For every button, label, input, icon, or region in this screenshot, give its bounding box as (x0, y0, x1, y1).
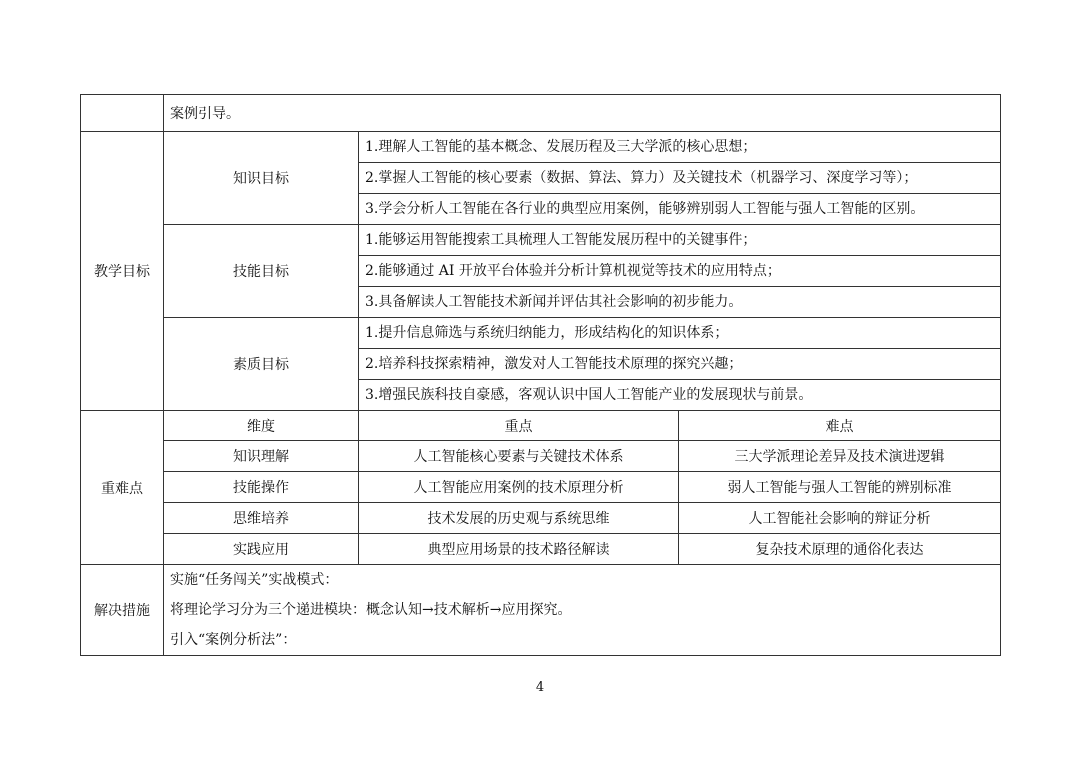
objective-item: 2.掌握人工智能的核心要素（数据、算法、算力）及关键技术（机器学习、深度学习等）； (359, 162, 1000, 193)
objective-item: 1.提升信息筛选与系统归纳能力，形成结构化的知识体系； (365, 325, 729, 341)
difficulty-hard-point: 人工智能社会影响的辩证分析 (679, 503, 1001, 534)
objective-items-knowledge (359, 132, 1001, 225)
difficulty-dimension: 知识理解 (164, 441, 359, 472)
objective-label-quality: 素质目标 (164, 318, 359, 411)
difficulties-header: 重点 (359, 411, 679, 441)
objective-item: 3.增强民族科技自豪感，客观认识中国人工智能产业的发展现状与前景。 (359, 379, 1000, 410)
difficulty-dimension: 思维培养 (164, 503, 359, 534)
difficulty-hard-point: 复杂技术原理的通俗化表达 (679, 534, 1001, 565)
difficulties-row (81, 472, 1001, 503)
objective-item: 3.具备解读人工智能技术新闻并评估其社会影响的初步能力。 (359, 286, 1000, 317)
difficulty-dimension: 实践应用 (164, 534, 359, 565)
difficulties-label: 重难点 (81, 411, 164, 565)
objective-label-knowledge: 知识目标 (164, 132, 359, 225)
difficulties-row (81, 503, 1001, 534)
difficulties-header-row (81, 411, 1001, 441)
difficulty-key-point: 技术发展的历史观与系统思维 (359, 503, 679, 534)
objective-item: 1.理解人工智能的基本概念、发展历程及三大学派的核心思想； (365, 139, 757, 155)
objective-items-skills (359, 225, 1001, 318)
objective-item: 2.能够通过 AI 开放平台体验并分析计算机视觉等技术的应用特点； (359, 255, 1000, 286)
difficulty-hard-point: 三大学派理论差异及技术演进逻辑 (679, 441, 1001, 472)
difficulty-key-point: 典型应用场景的技术路径解读 (359, 534, 679, 565)
intro-row (81, 95, 1001, 132)
difficulties-row (81, 441, 1001, 472)
objective-row-quality (81, 318, 1001, 411)
objective-item: 1.能够运用智能搜索工具梳理人工智能发展历程中的关键事件； (365, 232, 757, 248)
difficulties-header: 维度 (164, 411, 359, 441)
solutions-text (164, 565, 1001, 656)
lesson-plan-table (80, 94, 1001, 656)
difficulty-hard-point: 弱人工智能与强人工智能的辨别标准 (679, 472, 1001, 503)
objective-row-knowledge (81, 132, 1001, 225)
objective-row-skills (81, 225, 1001, 318)
objective-item: 3.学会分析人工智能在各行业的典型应用案例，能够辨别弱人工智能与强人工智能的区别。 (359, 193, 1000, 224)
difficulties-header: 难点 (679, 411, 1001, 441)
intro-text: 案例引导。 (164, 95, 1001, 132)
objectives-label: 教学目标 (81, 132, 164, 411)
solutions-row (81, 565, 1001, 656)
objective-label-skills: 技能目标 (164, 225, 359, 318)
difficulty-key-point: 人工智能核心要素与关键技术体系 (359, 441, 679, 472)
solutions-line: 将理论学习分为三个递进模块：概念认知→技术解析→应用探究。 (170, 602, 572, 618)
page-number: 4 (535, 680, 545, 695)
solutions-label: 解决措施 (81, 565, 164, 656)
objective-item: 2.培养科技探索精神，激发对人工智能技术原理的探究兴趣； (359, 348, 1000, 379)
objective-items-quality (359, 318, 1001, 411)
difficulty-dimension: 技能操作 (164, 472, 359, 503)
intro-label-cell (81, 95, 164, 132)
solutions-line: 实施“任务闯关”实战模式： (170, 572, 339, 588)
solutions-line: 引入“案例分析法”： (170, 632, 297, 648)
difficulty-key-point: 人工智能应用案例的技术原理分析 (359, 472, 679, 503)
difficulties-row (81, 534, 1001, 565)
